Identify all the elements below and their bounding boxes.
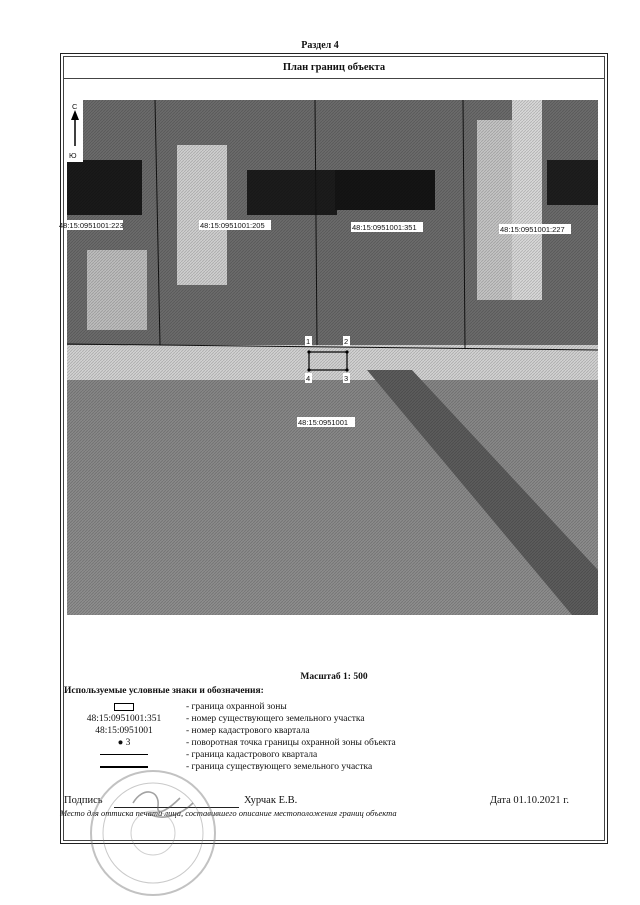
quarter-label: 48:15:0951001 bbox=[298, 418, 349, 427]
plan-title: План границ объекта bbox=[63, 58, 605, 79]
zone-boundary-symbol bbox=[64, 702, 184, 712]
turning-point bbox=[345, 368, 348, 371]
legend-symbol-text: 48:15:0951001:351 bbox=[86, 714, 162, 724]
signature-label: Подпись bbox=[64, 795, 103, 806]
turning-point bbox=[345, 350, 348, 353]
legend-symbol-text: 48:15:0951001 bbox=[95, 726, 153, 736]
turning-point bbox=[307, 350, 310, 353]
stamp-seal bbox=[88, 768, 218, 898]
legend-text: - граница существующего земельного участка bbox=[186, 762, 373, 772]
legend-text: - номер кадастрового квартала bbox=[186, 726, 310, 736]
legend-text: - граница охранной зоны bbox=[186, 702, 287, 712]
map-scale: Масштаб 1: 500 bbox=[300, 672, 368, 682]
compass-south: Ю bbox=[69, 151, 77, 160]
legend-text: - граница кадастрового квартала bbox=[186, 750, 318, 760]
signer-name: Хурчак Е.В. bbox=[244, 795, 298, 806]
point-label: 1 bbox=[306, 337, 311, 346]
point-label: 4 bbox=[306, 374, 311, 383]
turning-point-symbol: ● 3 bbox=[117, 738, 131, 748]
aerial-map bbox=[59, 100, 598, 615]
point-label: 2 bbox=[344, 337, 349, 346]
section-title: Раздел 4 bbox=[301, 40, 339, 51]
legend-title: Используемые условные знаки и обозначения: bbox=[64, 686, 264, 696]
legend-text: - номер существующего земельного участка bbox=[186, 714, 365, 724]
compass-north: С bbox=[72, 102, 78, 111]
parcel-label: 48:15:0951001:227 bbox=[500, 225, 565, 234]
point-label: 3 bbox=[344, 374, 349, 383]
parcel-label: 48:15:0951001:223 bbox=[59, 221, 124, 230]
parcel-label: 48:15:0951001:351 bbox=[352, 223, 417, 232]
parcel-label: 48:15:0951001:205 bbox=[200, 221, 265, 230]
legend-text: - поворотная точка границы охранной зоны объекта bbox=[186, 738, 396, 748]
north-arrow-icon bbox=[67, 100, 83, 162]
quarter-boundary-symbol bbox=[64, 750, 184, 760]
turning-point bbox=[307, 368, 310, 371]
stamp-caption: Место для оттиска печати лица, составившего описание местоположения границ объекта bbox=[60, 808, 397, 818]
signature-date: Дата 01.10.2021 г. bbox=[489, 795, 569, 806]
